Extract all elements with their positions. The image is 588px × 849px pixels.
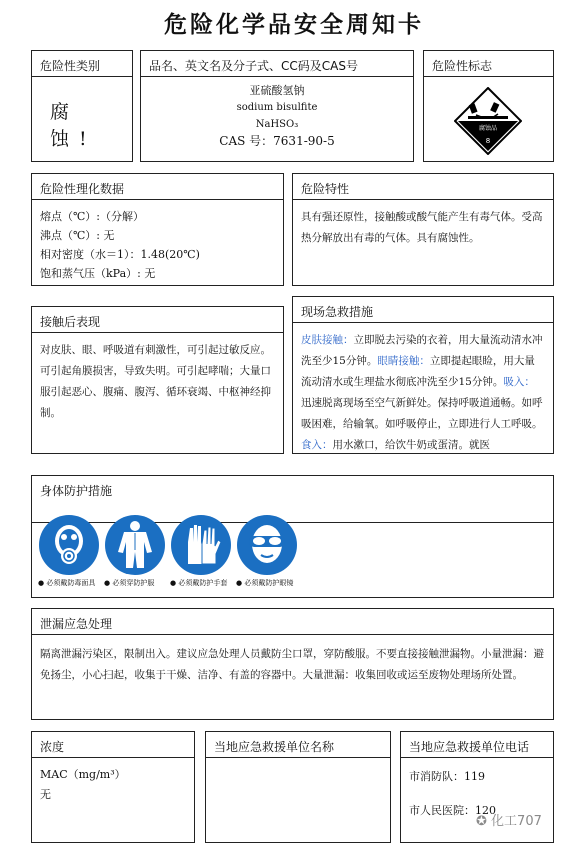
ppe-caption-gas-mask: ● 必须戴防毒面具 <box>38 579 96 587</box>
hazard-category-header: 危险性类别 <box>32 51 132 77</box>
ppe-icons <box>38 514 303 592</box>
concentration-header: 浓度 <box>32 732 194 758</box>
ppe-caption-gloves: ● 必须戴防护手套 <box>170 579 228 587</box>
eye-contact-text: 立即提起眼睑，用大量流动清水或生理盐水彻底冲洗至少15分钟。 <box>301 355 535 388</box>
rescue-unit-header: 当地应急救援单位名称 <box>206 732 390 758</box>
spill-text: 隔离泄漏污染区，限制出入。建议应急处理人员戴防尘口罩，穿防酸服。不要直接接触泄漏物。小量泄漏：避免扬尘，小心扫起，收集于干燥、洁净、有盖的容器中。大量泄漏：收集回收或运至废物处理场所处置。 <box>40 648 544 681</box>
first-aid-header: 现场急救措施 <box>293 297 553 323</box>
ppe-item-gas-mask <box>38 514 100 588</box>
hazard-sign-box <box>423 50 554 162</box>
physchem-header: 危险性理化数据 <box>32 174 283 200</box>
first-aid-text <box>293 324 553 453</box>
identity-header: 品名、英文名及分子式、CC码及CAS号 <box>141 51 413 77</box>
skin-contact-label: 皮肤接触： <box>301 334 354 346</box>
spill-header: 泄漏应急处理 <box>32 609 553 635</box>
mac-label: MAC（mg/m³） <box>40 768 126 781</box>
ppe-item-goggles <box>236 514 298 588</box>
hazard-sign-label: 腐蚀品 <box>478 125 497 132</box>
chemical-formula: NaHSO₃ <box>255 119 299 130</box>
gloves-icon <box>170 514 232 576</box>
exposure-header: 接触后表现 <box>32 307 283 333</box>
exposure-text: 对皮肤、眼、呼吸道有刺激性，可引起过敏反应。可引起角膜损害，导致失明。可引起哮喘；大量口服引起恶心、腹痛、腹泻、循环衰竭、中枢神经抑制。 <box>40 344 271 419</box>
hazard-class-number: 8 <box>485 137 491 145</box>
cas-number: CAS 号：7631-90-5 <box>219 134 335 148</box>
rescue-unit-box <box>205 731 391 843</box>
corrosive-diamond-icon <box>454 87 522 155</box>
boiling-point: 沸点（℃）: 无 <box>40 229 115 242</box>
inhalation-label: 吸入： <box>503 376 535 388</box>
ppe-caption-goggles: ● 必须戴防护眼镜 <box>236 579 294 587</box>
spill-box <box>31 608 554 720</box>
goggles-icon <box>236 514 298 576</box>
hospital-phone: 市人民医院：120 <box>409 804 496 817</box>
watermark <box>476 810 542 829</box>
hazard-category-box <box>31 50 133 162</box>
hazard-properties-text: 具有强还原性，接触酸或酸气能产生有毒气体。受高热分解放出有毒的气体。具有腐蚀性。 <box>301 211 543 244</box>
ppe-item-gloves <box>170 514 232 588</box>
eye-contact-label: 眼睛接触： <box>377 355 430 367</box>
exposure-box <box>31 306 284 454</box>
wechat-icon: ✪ <box>476 814 487 829</box>
concentration-box <box>31 731 195 843</box>
ppe-box <box>31 475 554 598</box>
chemical-name-en: sodium bisulfite <box>236 102 318 113</box>
hazard-category-value: 腐 蚀! <box>50 101 97 150</box>
ingestion-label: 食入： <box>301 439 333 451</box>
rescue-phone-header: 当地应急救援单位电话 <box>401 732 553 758</box>
ppe-caption-suit: ● 必须穿防护服 <box>104 579 155 587</box>
mac-value: 无 <box>40 788 51 801</box>
gas-mask-icon <box>38 514 100 576</box>
physchem-list <box>32 201 283 285</box>
melting-point: 熔点（℃）:（分解） <box>40 210 145 223</box>
page-title: 危险化学品安全周知卡 <box>164 12 424 38</box>
protective-suit-icon <box>104 514 166 576</box>
skin-contact-text: 立即脱去污染的衣着，用大量流动清水冲洗至少15分钟。 <box>301 334 543 367</box>
hazard-properties-box <box>292 173 554 286</box>
identity-box <box>140 50 414 162</box>
ingestion-text: 用水漱口，给饮牛奶或蛋清。就医 <box>332 439 490 451</box>
physchem-box <box>31 173 284 286</box>
relative-density: 相对密度（水＝1）：1.48(20℃) <box>40 248 200 261</box>
vapor-pressure: 饱和蒸气压（kPa）: 无 <box>40 267 156 280</box>
ppe-item-suit <box>104 514 166 588</box>
hazard-sign-header: 危险性标志 <box>424 51 553 77</box>
hazard-properties-header: 危险特性 <box>293 174 553 200</box>
chemical-name-cn: 亚硫酸氢钠 <box>249 84 305 97</box>
fire-department-phone: 市消防队：119 <box>409 770 485 783</box>
inhalation-text: 迅速脱离现场至空气新鲜处。保持呼吸道通畅。如呼吸困难，给输氧。如呼吸停止，立即进行人工呼吸。 <box>301 397 543 430</box>
first-aid-box <box>292 296 554 454</box>
ppe-header: 身体防护措施 <box>40 484 113 498</box>
watermark-text: 化工707 <box>491 814 542 829</box>
